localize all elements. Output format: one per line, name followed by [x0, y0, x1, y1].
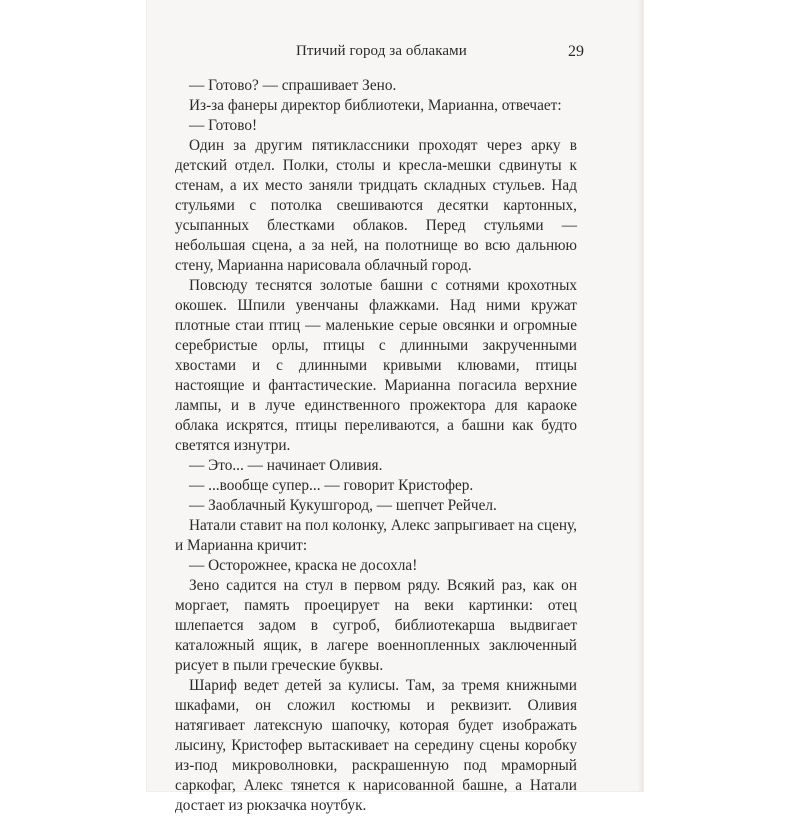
- paragraph: — Готово? — спрашивает Зено.: [189, 77, 397, 94]
- paragraph: — Готово!: [189, 117, 258, 134]
- paragraph: Шариф ведет детей за кулисы. Там, за тремя книжными шкафами, он сложил костюмы и реквизит. Оливия натягивает латексную шапочку, которая будет изображать лысину, Кристофер вытаскивает на середину сцены коробку из-под микроволновки, раскрашенную под мраморный саркофаг, Алекс тянется к нарисованной башне, а Натали достает из рюкзачка ноутбук.: [175, 677, 577, 814]
- paragraph: Повсюду теснятся золотые башни с сотнями крохотных окошек. Шпили увенчаны флажками. Над ними кружат плотные стаи птиц — маленькие серые овсянки и огромные серебристые орлы, птицы с длинными закрученными хвостами и с длинными кривыми клювами, птицы настоящие и фантастические. Марианна погасила верхние лампы, и в луче единственного прожектора для караоке облака искрятся, птицы переливаются, а башни как будто светятся изнутри.: [175, 277, 577, 454]
- paragraph: — Заоблачный Кукушгород, — шепчет Рейчел.: [189, 497, 497, 514]
- body-text: [175, 76, 577, 816]
- paragraph: Зено садится на стул в первом ряду. Всякий раз, как он моргает, память проецирует на веки картинки: отец шлепается задом в сугроб, библиотекарша выдвигает каталожный ящик, в лагере военнопленных заключенный рисует в пыли греческие буквы.: [175, 577, 577, 674]
- page-number: 29: [568, 43, 584, 60]
- page-edge-shadow: [637, 0, 643, 791]
- paragraph: — ...вообще супер... — говорит Кристофер.: [189, 477, 474, 494]
- paragraph: Из-за фанеры директор библиотеки, Марианна, отвечает:: [189, 97, 562, 114]
- paragraph: — Это... — начинает Оливия.: [189, 457, 383, 474]
- paragraph: — Осторожнее, краска не досохла!: [189, 557, 418, 574]
- book-page: [147, 0, 643, 814]
- running-header: Птичий город за облаками: [296, 43, 467, 59]
- paragraph: Натали ставит на пол колонку, Алекс запрыгивает на сцену, и Марианна кричит:: [175, 517, 577, 554]
- paragraph: Один за другим пятиклассники проходят через арку в детский отдел. Полки, столы и кресла-мешки сдвинуты к стенам, а их место заняли тридцать складных стульев. Над стульями с потолка свешиваются десятки картонных, усыпанных блестками облаков. Перед стульями — небольшая сцена, а за ней, на полотнище во всю дальнюю стену, Марианна нарисовала облачный город.: [175, 137, 577, 274]
